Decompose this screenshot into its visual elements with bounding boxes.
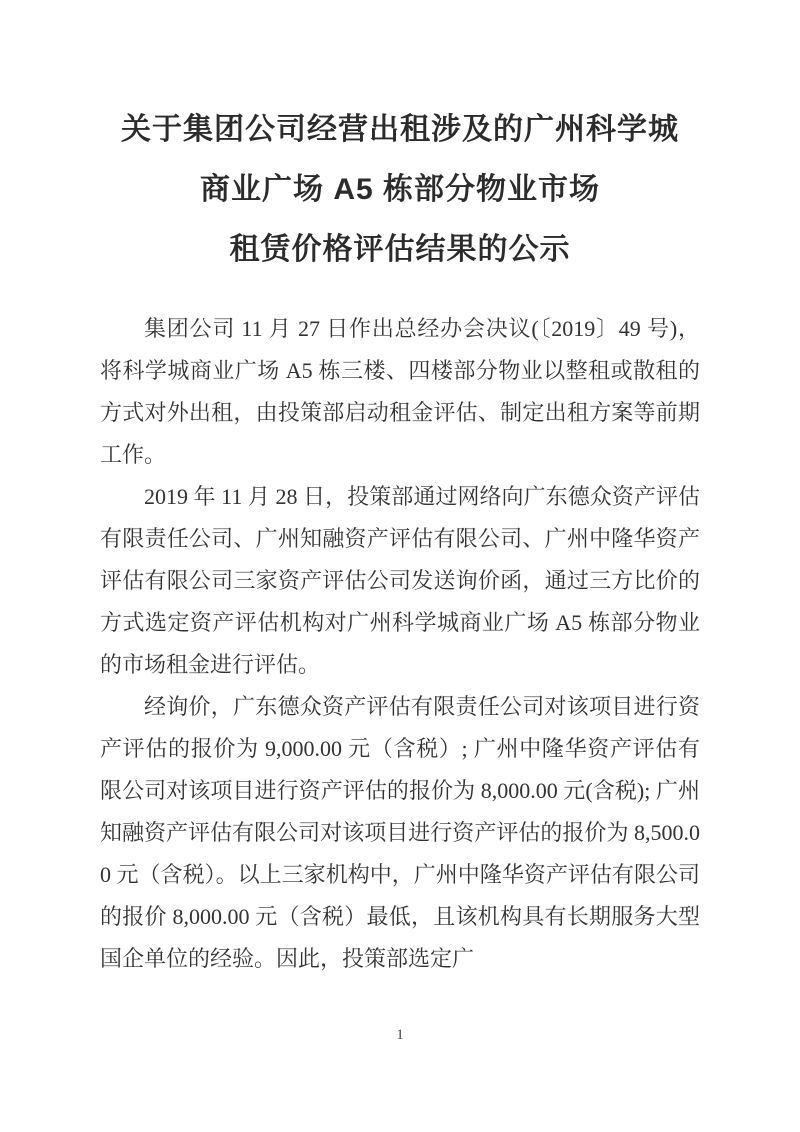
document-body bbox=[100, 308, 700, 980]
page-number: 1 bbox=[396, 1027, 404, 1043]
title-line-2: 商业广场 A5 栋部分物业市场 bbox=[199, 173, 601, 206]
page-footer bbox=[0, 1027, 800, 1044]
body-paragraph-2: 2019 年 11 月 28 日，投策部通过网络向广东德众资产评估有限责任公司、广州知融资产评估有限公司、广州中隆华资产评估有限公司三家资产评估公司发送询价函，通过三方比价的方式选定资产评估机构对广州科学城商业广场 A5 栋部分物业的市场租金进行评估。 bbox=[100, 484, 700, 677]
document-title bbox=[0, 100, 800, 280]
title-line-1: 关于集团公司经营出租涉及的广州科学城 bbox=[121, 113, 679, 146]
body-paragraph-1: 集团公司 11 月 27 日作出总经办会决议(〔2019〕49 号)，将科学城商业广场 A5 栋三楼、四楼部分物业以整租或散租的方式对外出租，由投策部启动租金评估、制定出租方案等前期工作。 bbox=[100, 316, 700, 467]
title-line-3: 租赁价格评估结果的公示 bbox=[229, 233, 571, 266]
body-paragraph-3: 经询价，广东德众资产评估有限责任公司对该项目进行资产评估的报价为 9,000.00 元（含税）; 广州中隆华资产评估有限公司对该项目进行资产评估的报价为 8,000.00 元(含税); 广州知融资产评估有限公司对该项目进行资产评估的报价为 8,500.00 元（含税）。以上三家机构中，广州中隆华资产评估有限公司的报价 8,000.00 元（含税）最低，且该机构具有长期服务大型国企单位的经验。因此，投策部选定广 bbox=[100, 694, 700, 971]
